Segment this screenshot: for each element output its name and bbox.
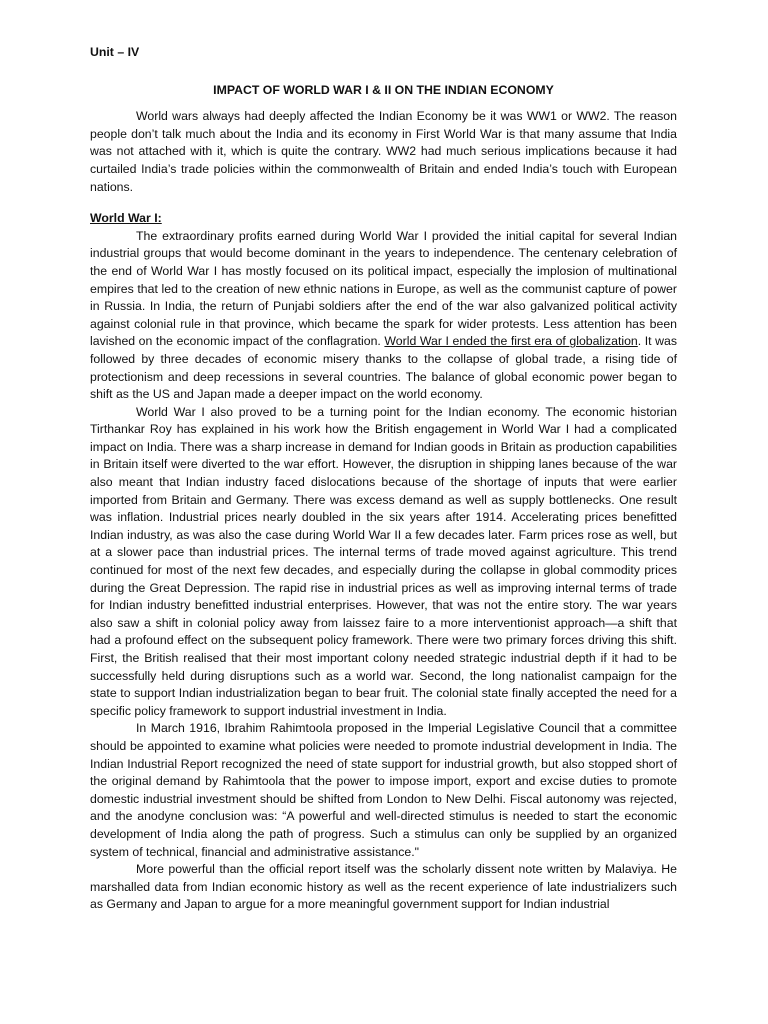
paragraph-3: In March 1916, Ibrahim Rahimtoola proposed in the Imperial Legislative Council that a committee should be appointed to examine what policies were needed to promote industrial development in India. The Indian Industrial Report recognized the need of state support for industrial growth, but also stopped short of the original demand by Rahimtoola that the power to impose import, export and excise duties to promote domestic industrial investment should be shifted from London to New Delhi. Fiscal autonomy was rejected, and the anodyne conclusion was: “A powerful and well-directed stimulus is needed to start the economic development of India along the path of progress. Such a stimulus can only be supplied by an organized system of technical, financial and administrative assistance." [90, 721, 677, 859]
paragraph-4: More powerful than the official report itself was the scholarly dissent note written by Malaviya. He marshalled data from Indian economic history as well as the recent experience of late industrializers such as Germany and Japan to argue for a more meaningful government support for Indian industrial [90, 862, 677, 912]
paragraph-2: World War I also proved to be a turning point for the Indian economy. The economic historian Tirthankar Roy has explained in his work how the British engagement in World War I had a complicated impact on India. There was a sharp increase in demand for Indian goods in Britain as production capabilities in Britain itself were diverted to the war effort. However, the disruption in shipping lanes because of the war also meant that Indian industry faced dislocations because of the shortage of inputs that were earlier imported from Britain and Germany. There was excess demand as well as supply bottlenecks. One result was inflation. Industrial prices nearly doubled in the six years after 1914. Accelerating prices benefitted Indian industry, as was also the case during World War II a few decades later. Farm prices rose as well, but at a slower pace than industrial prices. The internal terms of trade moved against agriculture. This trend continued for most of the next few decades, and especially during the collapse in global commodity prices during the Great Depression. The rapid rise in industrial prices as well as improving internal terms of trade for Indian industry benefitted industrial enterprises. However, that was not the entire story. The war years also saw a shift in colonial policy away from laissez faire to a more interventionist approach—a shift that had a profound effect on the subsequent policy framework. There were two primary forces driving this shift. First, the British realised that their most important colony needed strategic industrial depth if it had to be successfully held during disruptions such as a world war. Second, the long nationalist campaign for the state to support Indian industrialization began to bear fruit. The colonial state finally accepted the need for a specific policy framework to support industrial investment in India. [90, 404, 677, 718]
paragraph-1 [90, 228, 677, 404]
document-title: IMPACT OF WORLD WAR I & II ON THE INDIAN ECONOMY [213, 82, 554, 97]
intro-paragraph: World wars always had deeply affected the Indian Economy be it was WW1 or WW2. The reason people don’t talk much about the India and its economy in First World War is that many assume that India was not attached with it, which is quite the contrary. WW2 had much serious implications because it had curtailed India’s trade policies within the commonwealth of Britain and ended India’s touch with European nations. [90, 109, 677, 194]
paragraph-1-text-end: . It was followed by three decades of economic misery thanks to the collapse of global trade, a rising tide of protectionism and deep recessions in several countries. The balance of global economic power began to shift as the US and Japan made a deeper impact on the world economy. [90, 334, 678, 402]
paragraph-1-text-start: The extraordinary profits earned during World War I provided the initial capital for several Indian industrial groups that would become dominant in the years to independence. The centenary celebration of the end of World War I has mostly focused on its political impact, especially the implosion of multinational empires that led to the creation of new ethnic nations in Europe, as well as the communist capture of power in Russia. In India, the return of Punjabi soldiers after the end of the war also galvanized political activity against colonial rule in that province, which became the spark for wider protests. Less attention has been lavished on the economic impact of the conflagration. [90, 228, 677, 349]
section-heading-world-war-1: World War I: [90, 211, 162, 226]
document-page [90, 44, 677, 914]
underlined-phrase: World War I ended the first era of globalization [384, 334, 638, 349]
unit-label: Unit – IV [90, 45, 140, 59]
